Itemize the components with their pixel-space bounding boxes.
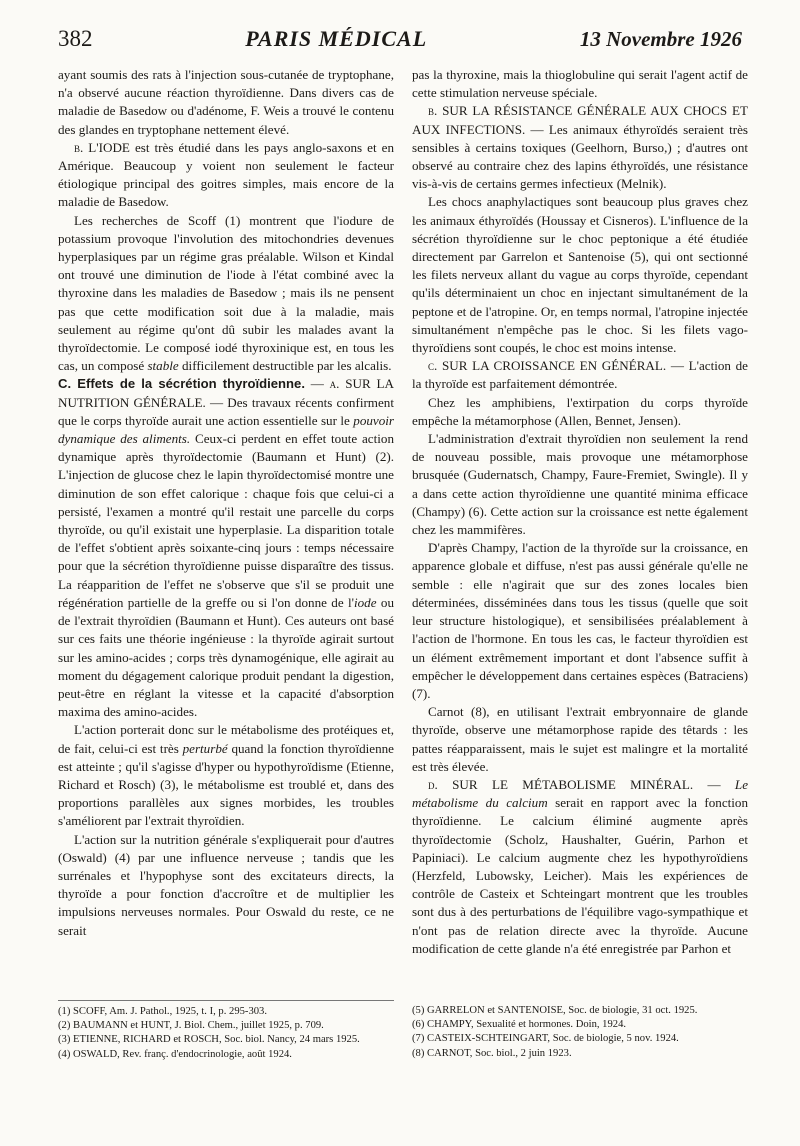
paragraph-text: L'action porterait donc sur le métabolisme des protéiques et, de fait, celui-ci est très xyxy=(58,722,394,756)
footnote: (8) CARNOT, Soc. biol., 2 juin 1923. xyxy=(412,1047,572,1059)
left-column xyxy=(58,66,394,940)
footnote: (6) CHAMPY, Sexualité et hormones. Doin, 1924. xyxy=(412,1019,627,1031)
emphasis: iode xyxy=(354,594,377,610)
paragraph: Les chocs anaphylactiques sont beaucoup plus graves chez les animaux éthyroïdés (Houssay et Cisneros). L'influence de la sécrétion thyroïdienne sur le choc peptonique a été étudiée directement par Garrelon et Santenoise (5), qui ont sectionné les filets nerveux allant du vague au corps thyroïde, cependant qu'ils déterminaient un choc en injectant simultanément de la peptone et de l'atropine. Or, en temps normal, l'atropine injectée simultanément n'empêche pas le choc. Si les filets vago-thyroïdiens sont coupés, le choc est moins intense. xyxy=(412,194,748,356)
paragraph: ayant soumis des rats à l'injection sous-cutanée de tryptophane, n'a observé aucune réaction thyroïdienne. Dans divers cas de maladie de Basedow ou d'adénome, F. Weis a trouvé le contenu des glandes en tryptophane nettement élevé. xyxy=(58,67,394,137)
running-header xyxy=(58,26,742,62)
paragraph-text: Ceux-ci perdent en effet toute action dynamique après thyroïdectomie (Baumann et Hunt) (2). L'injection de glucose chez le lapin thyroïdectomisé montre une diminution de son effet calorique : chaque fois que celui-ci a persisté, l'examen a montré qu'il restait une parcelle du corps thyroïde, ou qu'il existait une hyperplasie. La disparition totale de l'effet s'obtient après soixante-cinq jours : temps nécessaire pour que la sécrétion thyroïdienne puisse disparaître des tissus. La réapparition de l'effet ne s'observe que s'il se produit une régénération partielle de la greffe ou si l'on donne de l' xyxy=(58,431,394,610)
subsection-label: b. SUR LA RÉSISTANCE GÉNÉRALE AUX CHOCS ET AUX INFECTIONS. xyxy=(412,103,748,137)
paragraph-iode xyxy=(58,139,394,212)
paragraph-text: est très étudié dans les pays anglo-saxons et en Amérique. Beaucoup y voient non seulement le facteur étiologique principal des goitres simples, mais encore de la maladie de Basedow. xyxy=(58,139,394,210)
footnote: (2) BAUMANN et HUNT, J. Biol. Chem., juillet 1925, p. 709. xyxy=(58,1020,324,1032)
journal-title: PARIS MÉDICAL xyxy=(245,26,428,51)
paragraph-text: — xyxy=(693,776,735,792)
emphasis: pouvoir dynamique des aliments. xyxy=(58,412,394,447)
paragraph xyxy=(58,212,394,376)
footnotes-left xyxy=(58,1000,394,1062)
paragraph: L'administration d'extrait thyroïdien non seulement la rend de nouveau possible, mais provoque une métamorphose brusquée (Gudernatsch, Champy, Faure-Fremiet, Swingle). Il y a dans cette action thyroïdienne une quantité minima efficace (Champy) (6). Cette action sur la croissance est nette également chez les mammifères. xyxy=(412,431,748,538)
footnote: (4) OSWALD, Rev. franç. d'endocrinologie, août 1924. xyxy=(58,1048,292,1060)
paragraph-text: quand la fonction thyroïdienne est atteinte ; qu'il s'agisse d'hyper ou hypothyroïdisme (Etienne, Richard et Rosch) (3), le métabolisme est troublé et, dans des proportions parallèles aux signes morbides, les troubles s'améliorent par l'extrait thyroïdien. xyxy=(58,740,394,829)
paragraph xyxy=(58,721,394,830)
paragraph-text: serait en rapport avec la fonction thyroïdienne. Le calcium éliminé augmente après thyroïdectomie (Scholz, Haushalter, Guérin, Parhon et Papiniaci). Le calcium augmente chez les hypothyroïdiens (Herzfeld, Lubowsky, Leicher). Mais les expériences de contrôle de Casteix et Schteingart montrent que les troubles sont dus à des perturbations de l'équilibre vago-sympathique et n'ont pas de relation directe avec la thyroïde. Aucune modification de cette glande n'a été enregistrée par Parhon et xyxy=(412,795,749,956)
paragraph: Chez les amphibiens, l'extirpation du corps thyroïde empêche la métamorphose (Allen, Bennet, Jensen). xyxy=(412,394,748,428)
paragraph-text: ou de l'extrait thyroïdien (Baumann et Hunt). Ces auteurs ont basé sur ces faits une théorie ingénieuse : la thyroïde agirait surtout sur les amino-acides ; corps très dynamogénique, elle agirait au moment du dégagement calorique produit pendant la digestion, peut-être en réglant la vitesse et la capacité d'absorption maxima des amino-acides. xyxy=(58,594,394,720)
right-column xyxy=(412,66,748,958)
emphasis: Le métabolisme du calcium xyxy=(412,776,748,811)
paragraph-text: — L'action de la thyroïde est parfaitement démontrée. xyxy=(412,358,748,392)
section-c-paragraph xyxy=(412,357,748,393)
section-heading: C. Effets de la sécrétion thyroïdienne. xyxy=(58,376,305,392)
subsection-label: d. SUR LE MÉTABOLISME MINÉRAL. xyxy=(428,776,694,792)
section-c-paragraph xyxy=(58,375,394,721)
paragraph-text: — Des travaux récents confirment que le corps thyroïde aurait une action essentielle sur le xyxy=(58,394,394,428)
footnotes-right xyxy=(412,1000,748,1061)
emphasis: perturbé xyxy=(182,740,228,756)
paragraph-text: Les recherches de Scoff (1) montrent que l'iodure de potassium provoque l'involution des mitochondries devenues hyperplasiques par un régime gras préalable. Wilson et Kindal ont trouvé une diminution de l'iode à l'état combiné avec la thyroxine dans les maladies de Basedow ; mais ils ne pensent pas que cette modification soit due à la maladie, mais seulement au régime qu'ont dû subir les malades avant la thyroïdectomie. Le composé iodé thyroxinique est, en tous les cas, un composé xyxy=(58,212,394,374)
subsection-label: — a. SUR LA NUTRITION GÉNÉRALE. xyxy=(58,376,394,410)
paragraph: Carnot (8), en utilisant l'extrait embryonnaire de glande thyroïde, observe une métamorphose rapide des têtards : les pattes réapparaissent, mais le sujet est malingre et la mortalité est très élevée. xyxy=(412,704,748,774)
section-d-paragraph xyxy=(412,776,748,958)
footnote: (3) ETIENNE, RICHARD et ROSCH, Soc. biol. Nancy, 24 mars 1925. xyxy=(58,1034,360,1046)
subsection-label: c. SUR LA CROISSANCE EN GÉNÉRAL. xyxy=(428,358,667,374)
emphasis: stable xyxy=(147,358,179,374)
footnote: (7) CASTEIX-SCHTEINGART, Soc. de biologie, 5 nov. 1924. xyxy=(412,1033,679,1045)
footnote: (1) SCOFF, Am. J. Pathol., 1925, t. I, p. 295-303. xyxy=(58,1006,267,1017)
subsection-label: b. L'IODE xyxy=(74,139,130,155)
paragraph: D'après Champy, l'action de la thyroïde sur la croissance, en apparence globale et diffuse, n'est pas aussi générale qu'elle ne semble : elle n'agirait que sur des zones locales bien déterminées, disséminées dans tous les tissus (quelle que soit leur structure histologique), et sensibilisées préalablement à l'action de l'hormone. En tous les cas, le facteur thyroïdien est un élément extrêmement important et dont l'absence suffit à empêcher le développement dans certaines espèces (Batraciens) (7). xyxy=(412,540,748,701)
footnote: (5) GARRELON et SANTENOISE, Soc. de biologie, 31 oct. 1925. xyxy=(412,1005,698,1016)
paragraph: pas la thyroxine, mais la thioglobuline qui serait l'agent actif de cette stimulation nerveuse spéciale. xyxy=(412,67,748,101)
paragraph: L'action sur la nutrition générale s'expliquerait pour d'autres (Oswald) (4) par une influence nerveuse ; tandis que les surrénales et l'hypophyse sont des excitateurs directs, la thyroïde a pour fonction d'accroître et de multiplier les impulsions nerveuses normales. Pour Oswald du reste, ce ne serait xyxy=(58,831,394,938)
page-number: 382 xyxy=(58,26,93,51)
section-b-paragraph xyxy=(412,102,748,193)
issue-date: 13 Novembre 1926 xyxy=(579,27,742,51)
paragraph-text: — Les animaux éthyroïdés seraient très sensibles à certains toxiques (Geelhorn, Burso,) ; d'autres ont observé au contraire chez des lapins éthyroïdés, une résistance vis-à-vis de certains germes infectieux (Melnik). xyxy=(412,121,749,192)
paragraph-text: difficilement destructible par les alcalis. xyxy=(178,358,392,374)
